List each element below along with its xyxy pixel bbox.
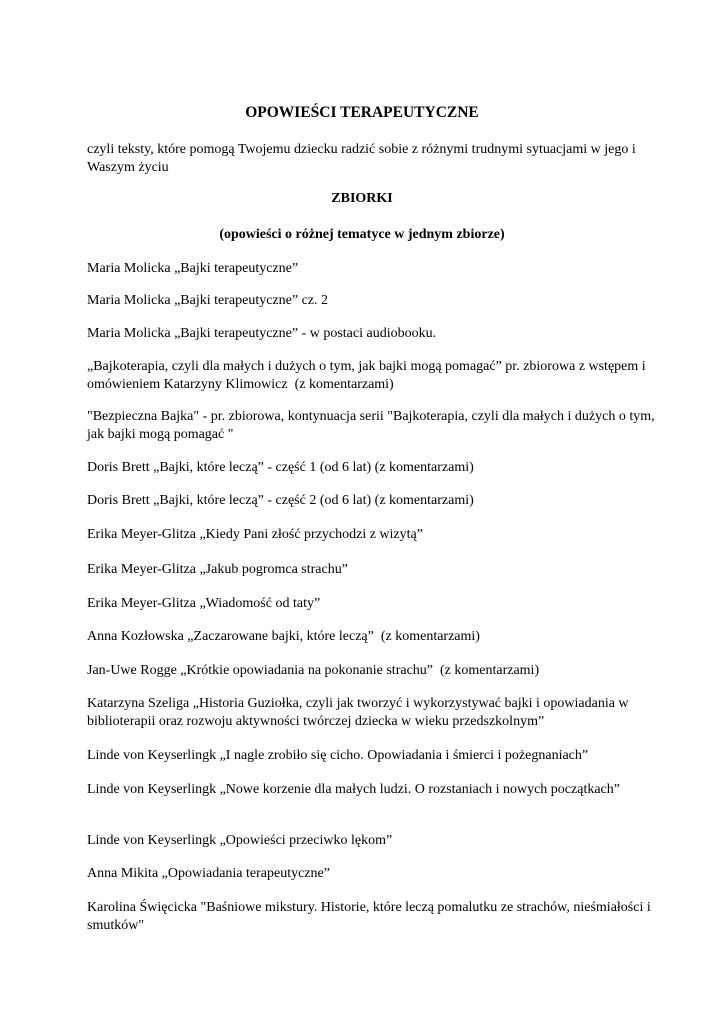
section-subtitle: (opowieści o różnej tematyce w jednym zbiorze)	[219, 227, 505, 242]
list-item: Karolina Święcicka "Baśniowe mikstury. Historie, które leczą pomalutku ze strachów, nieśmiałości i smutków"	[87, 900, 655, 933]
list-item: Anna Kozłowska „Zaczarowane bajki, które leczą” (z komentarzami)	[87, 629, 480, 644]
list-item: Linde von Keyserlingk „Nowe korzenie dla małych ludzi. O rozstaniach i nowych początkach”	[87, 782, 620, 797]
list-item: Katarzyna Szeliga „Historia Guziołka, czyli jak tworzyć i wykorzystywać bajki i opowiadania w biblioterapii oraz rozwoju aktywności twórczej dziecka w wieku przedszkolnym”	[87, 696, 633, 729]
list-item: Doris Brett „Bajki, które leczą” - część 2 (od 6 lat) (z komentarzami)	[87, 493, 474, 508]
section-title: ZBIORKI	[331, 191, 393, 206]
list-item: Doris Brett „Bajki, które leczą” - część 1 (od 6 lat) (z komentarzami)	[87, 460, 474, 475]
list-item: Maria Molicka „Bajki terapeutyczne” - w postaci audiobooku.	[87, 326, 437, 341]
list-item: Maria Molicka „Bajki terapeutyczne”	[87, 261, 299, 276]
list-item: Erika Meyer-Glitza „Kiedy Pani złość przychodzi z wizytą”	[87, 527, 423, 542]
list-item: Jan-Uwe Rogge „Krótkie opowiadania na pokonanie strachu” (z komentarzami)	[87, 663, 540, 678]
list-item: „Bajkoterapia, czyli dla małych i dużych o tym, jak bajki mogą pomagać” pr. zbiorowa z wstępem i omówieniem Katarzyny Klimowicz (z komentarzami)	[87, 359, 650, 392]
list-item: Maria Molicka „Bajki terapeutyczne” cz. 2	[87, 293, 328, 308]
list-item: Anna Mikita „Opowiadania terapeutyczne”	[87, 866, 330, 881]
list-item: "Bezpieczna Bajka" - pr. zbiorowa, kontynuacja serii "Bajkoterapia, czyli dla małych i dużych o tym, jak bajki mogą pomagać "	[87, 409, 662, 442]
list-item: Erika Meyer-Glitza „Wiadomość od taty”	[87, 596, 321, 611]
intro-text: czyli teksty, które pomogą Twojemu dziecku radzić sobie z różnymi trudnymi sytuacjami w jego i Waszym życiu	[87, 142, 636, 175]
list-item: Linde von Keyserlingk „Opowieści przeciwko lękom”	[87, 833, 393, 848]
document-title: OPOWIEŚCI TERAPEUTYCZNE	[245, 104, 479, 121]
list-item: Linde von Keyserlingk „I nagle zrobiło się cicho. Opowiadania i śmierci i pożegnaniach”	[87, 748, 589, 763]
list-item: Erika Meyer-Glitza „Jakub pogromca strachu”	[87, 562, 348, 577]
